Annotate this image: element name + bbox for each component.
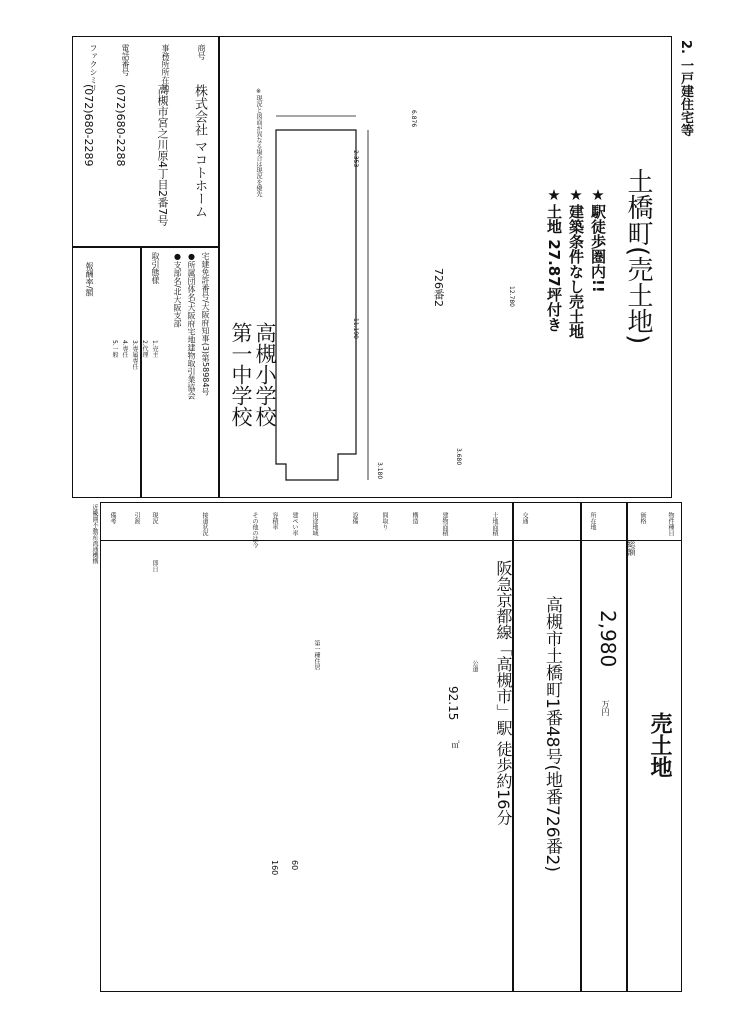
- company-tel: (072)680-2288: [114, 84, 127, 167]
- mode-option-1: 1.売主: [151, 340, 158, 358]
- row-label-zoning: 用途地域: [311, 512, 318, 536]
- mode-option-3: 3.専属専任: [131, 340, 138, 370]
- lot-outline: [276, 130, 356, 480]
- price-total-label: 総額: [627, 540, 636, 556]
- transaction-mode-label: 取引態様: [151, 252, 160, 284]
- row-label-access: 交通: [521, 512, 528, 524]
- footer: 近畿圏不動産流通機構: [91, 504, 98, 564]
- mode-option-5: 5.一般: [111, 340, 118, 358]
- row-label-facilities: 設備: [351, 512, 358, 524]
- office-label: 事務所所在地: [161, 44, 170, 92]
- highlight-3: ★土地 27.87坪付き: [545, 186, 563, 332]
- company-fax: (072)680-2289: [82, 84, 95, 167]
- plan-note: ※現況と図面が異なる場合は現況を優先: [255, 88, 262, 197]
- license-number: 宅建免許番号/大阪府知事(3)第58984号: [201, 252, 210, 396]
- row-label-far: 容積率: [271, 512, 278, 530]
- address: 高槻市土橋町1番48号(地番726番2): [542, 596, 562, 872]
- page-header: 2. 一戸建住宅等: [678, 40, 693, 137]
- coverage-value: 60: [290, 860, 299, 871]
- mode-option-2: 2.代理: [141, 340, 148, 358]
- road-type: 公道: [471, 660, 478, 672]
- remarks-label: 備考: [109, 512, 116, 524]
- zoning-value: 第一種住居: [313, 640, 320, 670]
- plan-dim-6: 3.180: [376, 462, 383, 480]
- tel-label: 電話番号: [121, 44, 130, 76]
- row-label-building-area: 建物面積: [441, 512, 448, 536]
- row-label-price: 価格: [639, 512, 646, 524]
- title: 土橋町(売土地): [623, 168, 653, 345]
- property-form: [100, 502, 682, 992]
- row-label-road: 接道状況: [201, 512, 208, 536]
- status-value: 即日: [151, 560, 158, 572]
- row-label-land-area: 土地面積: [491, 512, 498, 536]
- row-label-structure: 構造: [411, 512, 418, 524]
- land-area-unit: ㎡: [451, 740, 460, 748]
- price-unit: 万円: [601, 700, 610, 716]
- company-name: 株式会社 マコトホーム: [192, 84, 207, 219]
- row-label-other-laws: その他の法令: [251, 512, 258, 548]
- land-area-value: 92.15: [446, 686, 460, 721]
- plan-dim-5: 3.680: [455, 448, 462, 466]
- lot-number: 726番2: [432, 268, 445, 307]
- row-label-handover: 引渡: [133, 512, 140, 524]
- fax-label: ファクシミリ: [89, 44, 98, 92]
- trade-name-label: 商号: [197, 44, 206, 60]
- highlight-1: ★駅徒歩圏内!!: [589, 186, 607, 293]
- far-value: 160: [270, 860, 279, 876]
- fee-label: 報酬率/額: [85, 262, 94, 297]
- plan-dim-4: 11.190: [352, 318, 359, 339]
- property-type: 売土地: [647, 712, 672, 778]
- school-junior-high: 第一中学校: [229, 322, 253, 427]
- school-elementary: 高槻小学校: [253, 322, 277, 427]
- plan-dim-3: 12.780: [508, 286, 515, 307]
- row-label-coverage: 建ぺい率: [291, 512, 298, 536]
- plan-dim-1: 6.876: [410, 110, 417, 128]
- station-access: 阪急京都線「高槻市」駅 徒歩約16分: [494, 560, 513, 826]
- association: ●所属団体名/大阪府宅地建物取引業協会: [187, 252, 196, 400]
- branch: ●支部名/北大阪支部: [173, 252, 182, 328]
- row-label-layout: 間取り: [381, 512, 388, 530]
- row-label-type: 物件種目: [667, 512, 674, 536]
- plan-dim-2: 2.353: [352, 150, 359, 168]
- price: 2,980: [596, 610, 620, 668]
- row-label-address: 所在地: [589, 512, 596, 530]
- company-address: 高槻市宮之川原4丁目2番7号: [156, 84, 169, 226]
- highlight-2: ★建築条件なし売土地: [567, 186, 585, 339]
- mode-option-4: 4.専任: [121, 340, 128, 358]
- row-label-status: 現況: [151, 512, 158, 524]
